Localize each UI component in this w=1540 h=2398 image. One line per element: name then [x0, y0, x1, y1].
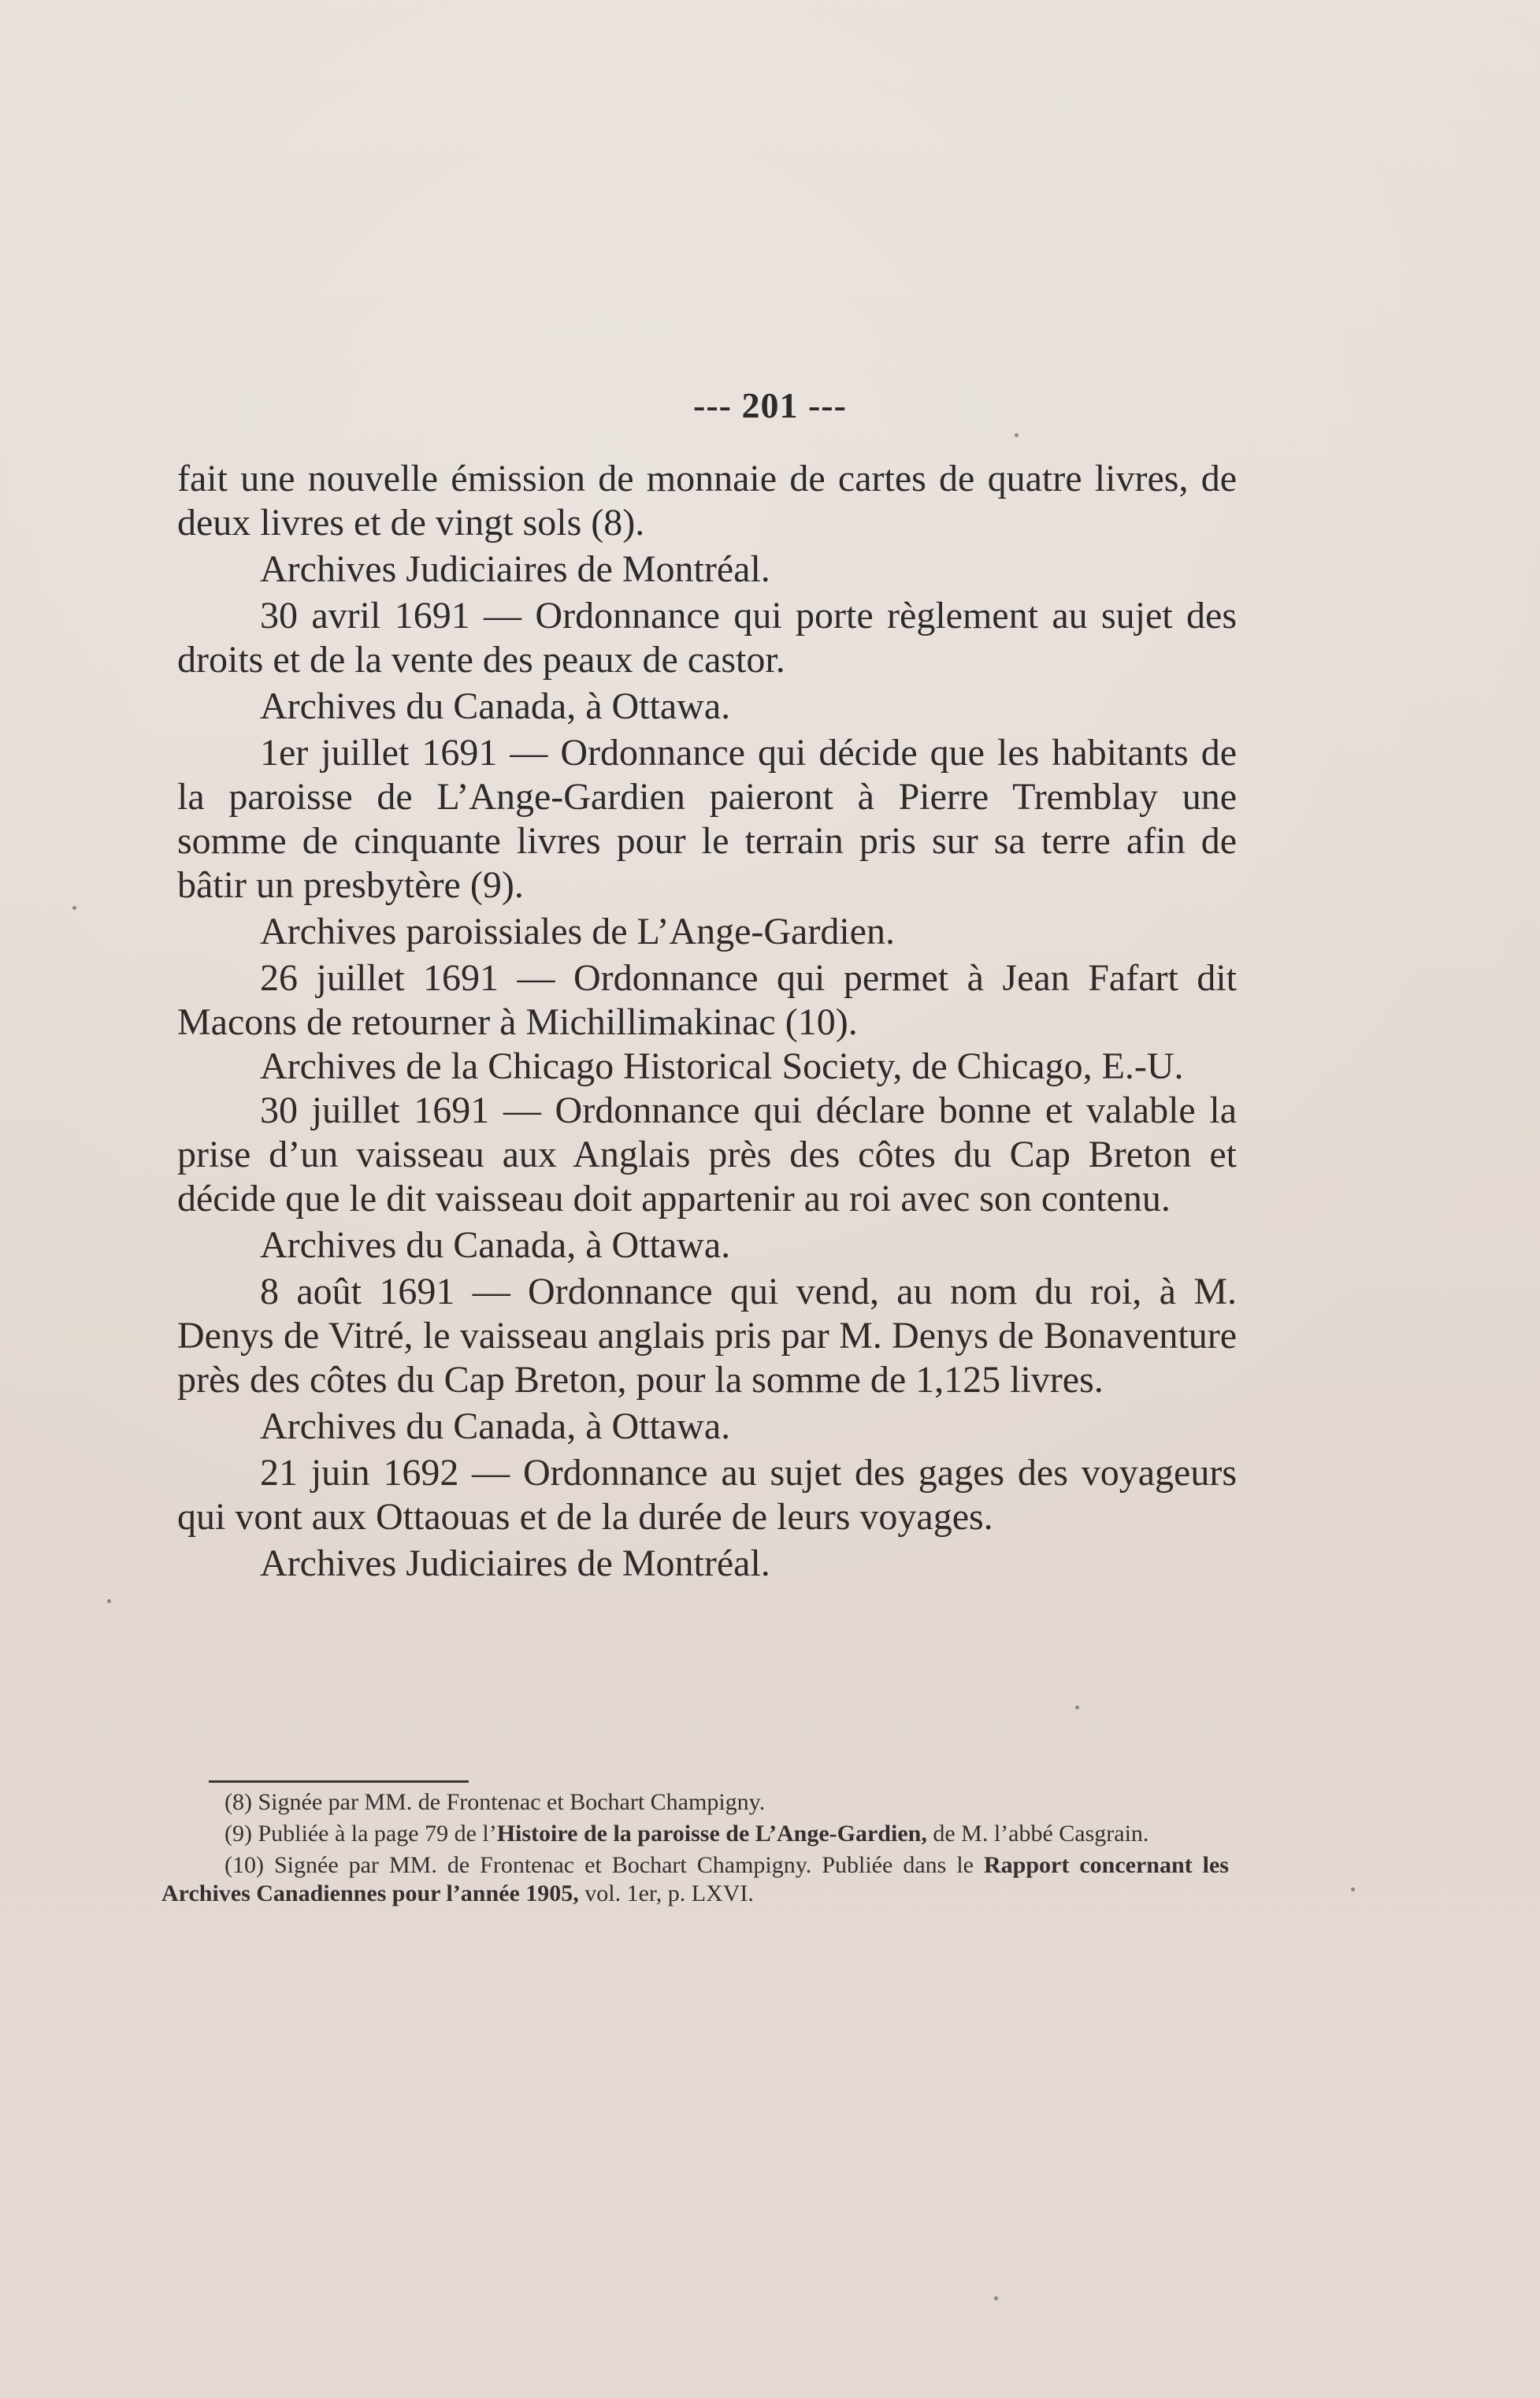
- footnote-9-end: de M. l’abbé Casgrain.: [926, 1821, 1149, 1847]
- archive-source: Archives Judiciaires de Montréal.: [260, 1542, 770, 1584]
- footnote-9: [161, 1820, 1229, 1848]
- archive-source: Archives du Canada, à Ottawa.: [260, 685, 731, 727]
- paper-speck: [72, 906, 76, 910]
- footnote-10-title: Rapport concernant les Archives Canadiennes pour l’année 1905,: [161, 1852, 1229, 1906]
- ordinance-entry: 26 juillet 1691 — Ordonnance qui permet à Jean Fafart dit Macons de retourner à Michillimakinac (10).: [177, 957, 1237, 1043]
- archive-source: Archives du Canada, à Ottawa.: [260, 1224, 731, 1266]
- footnote-9-title: Histoire de la paroisse de L’Ange-Gardien,: [496, 1821, 927, 1847]
- ordinance-entry: 21 juin 1692 — Ordonnance au sujet des gages des voyageurs qui vont aux Ottaouas et de la durée de leurs voyages.: [177, 1452, 1237, 1538]
- archive-source: Archives paroissiales de L’Ange-Gardien.: [260, 911, 895, 952]
- archive-source: Archives Judiciaires de Montréal.: [260, 548, 770, 590]
- ordinance-entry: 30 juillet 1691 — Ordonnance qui déclare bonne et valable la prise d’un vaisseau aux Anglais près des côtes du Cap Breton et décide que le dit vaisseau doit appartenir au roi avec son contenu.: [177, 1089, 1237, 1219]
- paper-speck: [107, 1599, 111, 1603]
- ordinance-entry: 8 août 1691 — Ordonnance qui vend, au nom du roi, à M. Denys de Vitré, le vaisseau anglais pris par M. Denys de Bonaventure près des côtes du Cap Breton, pour la somme de 1,125 livres.: [177, 1271, 1237, 1401]
- footnote-10-end: vol. 1er, p. LXVI.: [578, 1880, 754, 1906]
- footnote-10: [161, 1851, 1229, 1908]
- paper-speck: [1015, 433, 1019, 437]
- paper-speck: [1351, 1888, 1355, 1891]
- paragraph-continuation: fait une nouvelle émission de monnaie de cartes de quatre livres, de deux livres et de vingt sols (8).: [177, 458, 1237, 544]
- footnote-10-start: (10) Signée par MM. de Frontenac et Bochart Champigny. Publiée dans le: [225, 1852, 984, 1878]
- archive-source: Archives de la Chicago Historical Society, de Chicago, E.-U.: [260, 1045, 1184, 1087]
- paper-speck: [1075, 1706, 1079, 1709]
- footnotes: [161, 1788, 1229, 1908]
- main-text: [177, 457, 1237, 1588]
- paper-speck: [994, 2296, 998, 2300]
- ordinance-entry: 30 avril 1691 — Ordonnance qui porte règlement au sujet des droits et de la vente des peaux de castor.: [177, 595, 1237, 681]
- footnote-9-start: (9) Publiée à la page 79 de l’: [225, 1821, 497, 1847]
- footnote-divider: [209, 1780, 469, 1783]
- archive-source: Archives du Canada, à Ottawa.: [260, 1405, 731, 1447]
- page-number: --- 201 ---: [693, 385, 847, 425]
- footnote-8: (8) Signée par MM. de Frontenac et Bochart Champigny.: [225, 1789, 766, 1815]
- ordinance-entry: 1er juillet 1691 — Ordonnance qui décide que les habitants de la paroisse de L’Ange-Gardien paieront à Pierre Tremblay une somme de cinquante livres pour le terrain pris sur sa terre afin de bâtir un presbytère (9).: [177, 732, 1237, 906]
